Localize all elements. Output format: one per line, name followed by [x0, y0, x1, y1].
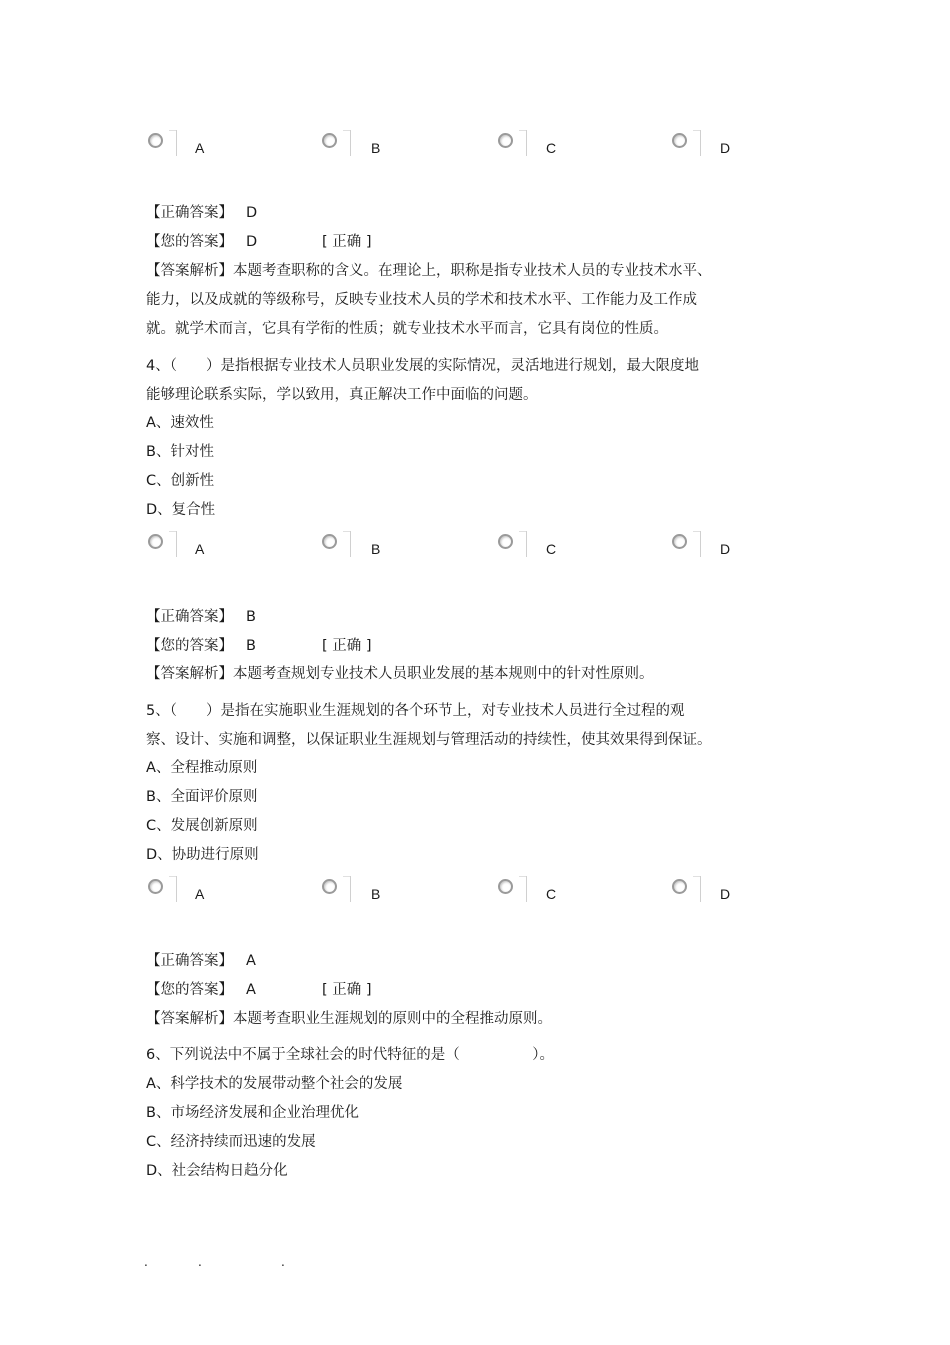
q4-radio-d[interactable] — [671, 531, 701, 557]
q5-answer-options — [0, 876, 950, 910]
q3-option-letter-b: B — [371, 140, 381, 156]
radio-icon — [672, 879, 687, 894]
q4-radio-c[interactable] — [497, 531, 527, 557]
q5-stem-line-1: 5、（ ）是指在实施职业生涯规划的各个环节上，对专业技术人员进行全过程的观 — [146, 703, 685, 719]
q5-stem-line-2: 察、设计、实施和调整，以保证职业生涯规划与管理活动的持续性，使其效果得到保证。 — [146, 732, 712, 748]
radio-icon — [322, 133, 337, 148]
q5-radio-c[interactable] — [497, 876, 527, 902]
q3-result-status: [ 正确 ] — [322, 234, 372, 250]
q6-stem-line-1: 6、下列说法中不属于全球社会的时代特征的是（ ）。 — [146, 1047, 554, 1063]
q4-analysis-line-1: 【答案解析】本题考查规划专业技术人员职业发展的基本规则中的针对性原则。 — [146, 666, 654, 682]
q5-option-a-text: A、全程推动原则 — [146, 760, 258, 776]
q4-option-letter-b: B — [371, 541, 381, 557]
radio-icon — [148, 534, 163, 549]
q3-your-answer-value: D — [246, 234, 258, 250]
q4-option-a-text: A、速效性 — [146, 415, 214, 431]
q4-stem-line-1: 4、（ ）是指根据专业技术人员职业发展的实际情况，灵活地进行规划，最大限度地 — [146, 358, 699, 374]
q5-option-letter-c: C — [546, 886, 557, 902]
q5-your-answer-label: 【您的答案】 — [146, 982, 233, 998]
radio-icon — [672, 133, 687, 148]
q5-option-letter-b: B — [371, 886, 381, 902]
q4-option-letter-d: D — [720, 541, 731, 557]
q5-option-letter-d: D — [720, 886, 731, 902]
radio-icon — [498, 133, 513, 148]
q3-radio-d[interactable] — [671, 130, 701, 156]
q4-option-d-text: D、复合性 — [146, 502, 216, 518]
q3-option-letter-a: A — [195, 140, 205, 156]
radio-icon — [498, 534, 513, 549]
q5-option-letter-a: A — [195, 886, 205, 902]
q3-analysis-line-2: 能力，以及成就的等级称号，反映专业技术人员的学术和技术水平、工作能力及工作成 — [146, 292, 697, 308]
q3-correct-answer-value: D — [246, 205, 258, 221]
q4-option-c-text: C、创新性 — [146, 473, 215, 489]
radio-icon — [498, 879, 513, 894]
q6-option-a-text: A、科学技术的发展带动整个社会的发展 — [146, 1076, 403, 1092]
q4-radio-b[interactable] — [321, 531, 351, 557]
footer-dot-3: . — [281, 1255, 285, 1269]
radio-icon — [322, 534, 337, 549]
q4-radio-a[interactable] — [147, 531, 177, 557]
q4-correct-answer-value: B — [246, 609, 256, 625]
q5-correct-answer-label: 【正确答案】 — [146, 953, 233, 969]
q6-option-c-text: C、经济持续而迅速的发展 — [146, 1134, 316, 1150]
q5-your-answer-value: A — [246, 982, 256, 998]
q5-option-d-text: D、协助进行原则 — [146, 847, 259, 863]
q4-your-answer-value: B — [246, 638, 256, 654]
q6-option-d-text: D、社会结构日趋分化 — [146, 1163, 288, 1179]
q3-analysis-line-3: 就。就学术而言，它具有学衔的性质；就专业技术水平而言，它具有岗位的性质。 — [146, 321, 668, 337]
q3-radio-a[interactable] — [147, 130, 177, 156]
q4-answer-options — [0, 531, 950, 565]
q4-option-letter-a: A — [195, 541, 205, 557]
q5-option-c-text: C、发展创新原则 — [146, 818, 258, 834]
q3-analysis-line-1: 【答案解析】本题考查职称的含义。在理论上，职称是指专业技术人员的专业技术水平、 — [146, 263, 712, 279]
q4-option-letter-c: C — [546, 541, 557, 557]
q3-correct-answer-label: 【正确答案】 — [146, 205, 233, 221]
q4-stem-line-2: 能够理论联系实际，学以致用，真正解决工作中面临的问题。 — [146, 387, 538, 403]
q5-radio-b[interactable] — [321, 876, 351, 902]
q5-analysis-line-1: 【答案解析】本题考查职业生涯规划的原则中的全程推动原则。 — [146, 1011, 552, 1027]
footer-dot-1: . — [144, 1255, 148, 1269]
q5-result-status: [ 正确 ] — [322, 982, 372, 998]
q3-radio-c[interactable] — [497, 130, 527, 156]
q3-answer-options — [0, 130, 950, 164]
q5-radio-a[interactable] — [147, 876, 177, 902]
q6-option-b-text: B、市场经济发展和企业治理优化 — [146, 1105, 359, 1121]
q3-your-answer-label: 【您的答案】 — [146, 234, 233, 250]
radio-icon — [148, 133, 163, 148]
radio-icon — [148, 879, 163, 894]
q4-result-status: [ 正确 ] — [322, 638, 372, 654]
radio-icon — [672, 534, 687, 549]
q4-your-answer-label: 【您的答案】 — [146, 638, 233, 654]
q5-radio-d[interactable] — [671, 876, 701, 902]
q4-correct-answer-label: 【正确答案】 — [146, 609, 233, 625]
footer-dot-2: . — [198, 1255, 202, 1269]
q5-correct-answer-value: A — [246, 953, 256, 969]
q3-radio-b[interactable] — [321, 130, 351, 156]
radio-icon — [322, 879, 337, 894]
q3-option-letter-c: C — [546, 140, 557, 156]
q3-option-letter-d: D — [720, 140, 731, 156]
q5-option-b-text: B、全面评价原则 — [146, 789, 258, 805]
q4-option-b-text: B、针对性 — [146, 444, 214, 460]
